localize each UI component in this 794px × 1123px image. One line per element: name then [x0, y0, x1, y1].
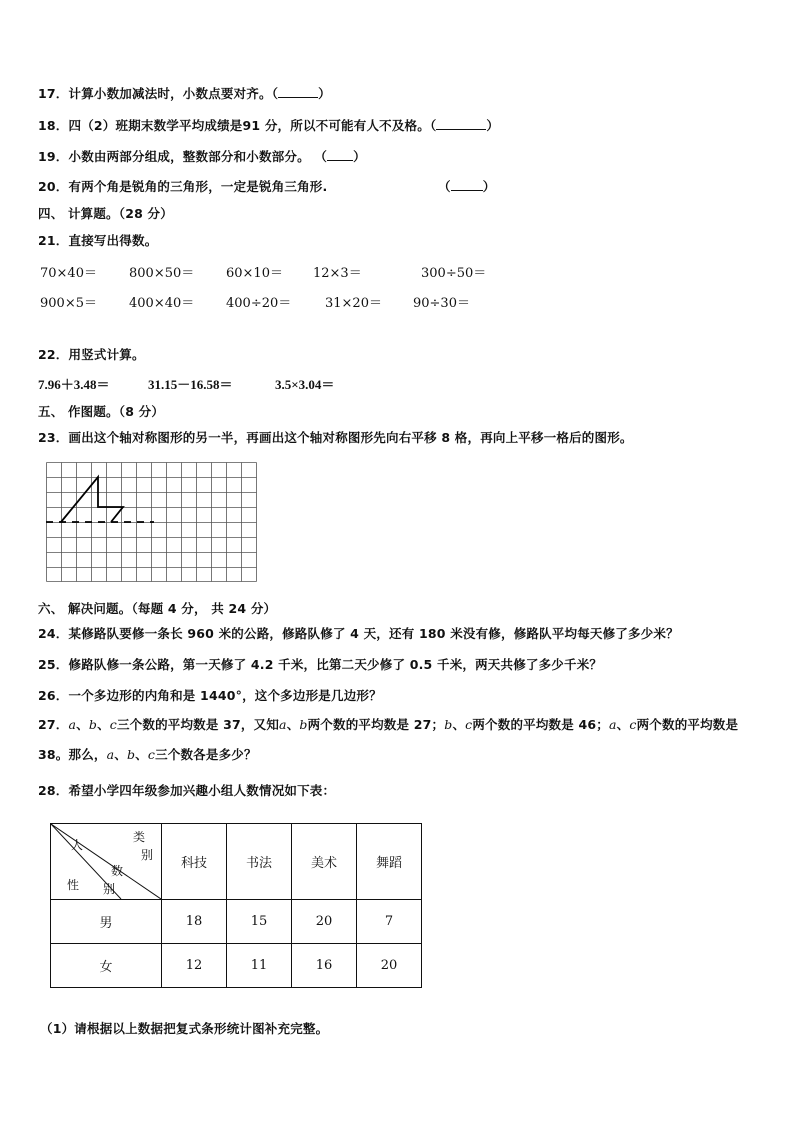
calc-item: 300÷50＝	[421, 266, 487, 281]
calc-item: 70×40＝	[40, 266, 97, 281]
table-cell: 15	[227, 900, 292, 944]
column-header: 书法	[227, 824, 292, 900]
header-type-top: 类	[133, 830, 146, 844]
table-header-row	[51, 824, 422, 900]
table-cell: 7	[357, 900, 422, 944]
calc-item: 800×50＝	[129, 266, 195, 281]
question-22: 22．用竖式计算。	[38, 347, 145, 362]
answer-blank[interactable]	[436, 117, 486, 130]
vertical-calc-item: 31.15－16.58＝	[148, 377, 233, 392]
column-header: 美术	[292, 824, 357, 900]
question-26: 26．一个多边形的内角和是 1440°，这个多边形是几边形？	[38, 688, 382, 703]
question-21: 21．直接写出得数。	[38, 233, 158, 248]
calc-item: 60×10＝	[226, 266, 283, 281]
table-cell: 18	[162, 900, 227, 944]
question-27: 27．a、b、c三个数的平均数是 37，又知a、b两个数的平均数是 27；b、c两个数的平均数是 46；a、c两个数的平均数是 38。那么，a、b、c三个数各是多少？	[38, 717, 739, 762]
calc-item: 90÷30＝	[413, 296, 470, 311]
column-header: 舞蹈	[357, 824, 422, 900]
calc-item: 900×5＝	[40, 296, 97, 311]
question-19: 19．小数由两部分组成，整数部分和小数部分。 （ ）	[38, 149, 366, 164]
table-cell: 20	[292, 900, 357, 944]
half-figure	[61, 477, 123, 522]
vertical-calc-item: 7.96＋3.48＝	[38, 377, 110, 392]
table-cell: 12	[162, 944, 227, 988]
section-4-heading: 四、 计算题。（28 分）	[38, 206, 173, 221]
header-person: 人	[71, 838, 84, 852]
sub-question-1: （1）请根据以上数据把复式条形统计图补充完整。	[40, 1021, 329, 1036]
header-type-bottom: 别	[141, 848, 154, 862]
header-count-bottom: 别	[103, 882, 116, 896]
vertical-calc-item: 3.5×3.04＝	[275, 377, 335, 392]
question-18: 18．四（2）班期末数学平均成绩是91 分，所以不可能有人不及格。（ ）	[38, 118, 500, 133]
table-cell: 20	[357, 944, 422, 988]
question-23: 23．画出这个轴对称图形的另一半，再画出这个轴对称图形先向右平移 8 格，再向上平移一格后的图形。	[38, 430, 633, 445]
row-label: 女	[51, 944, 162, 988]
answer-blank[interactable]	[327, 148, 353, 161]
question-20: 20．有两个角是锐角的三角形，一定是锐角三角形.	[38, 179, 328, 194]
question-24: 24．某修路队要修一条长 960 米的公路，修路队修了 4 天，还有 180 米没有修，修路队平均每天修了多少米？	[38, 626, 679, 641]
question-25: 25．修路队修一条公路，第一天修了 4.2 千米，比第二天少修了 0.5 千米，两天共修了多少千米？	[38, 657, 603, 672]
table-cell: 16	[292, 944, 357, 988]
calc-item: 31×20＝	[325, 296, 382, 311]
calc-item: 400÷20＝	[226, 296, 292, 311]
section-6-heading: 六、 解决问题。（每题 4 分， 共 24 分）	[38, 601, 277, 616]
question-20-bracket: （ ）	[438, 179, 496, 194]
calc-item: 12×3＝	[313, 266, 362, 281]
question-28: 28．希望小学四年级参加兴趣小组人数情况如下表：	[38, 783, 336, 798]
answer-blank[interactable]	[278, 85, 318, 98]
calc-item: 400×40＝	[129, 296, 195, 311]
header-count-top: 数	[111, 864, 124, 878]
table-row	[51, 944, 422, 988]
section-5-heading: 五、 作图题。（8 分）	[38, 404, 165, 419]
table-row	[51, 900, 422, 944]
question-17: 17．计算小数加减法时，小数点要对齐。（ ）	[38, 86, 331, 101]
interest-group-table	[50, 823, 422, 988]
column-header: 科技	[162, 824, 227, 900]
header-gender: 性	[67, 878, 80, 892]
drawing-grid[interactable]	[46, 462, 258, 584]
row-label: 男	[51, 900, 162, 944]
table-cell: 11	[227, 944, 292, 988]
diagonal-header-cell	[51, 824, 162, 900]
answer-blank[interactable]	[451, 178, 483, 191]
